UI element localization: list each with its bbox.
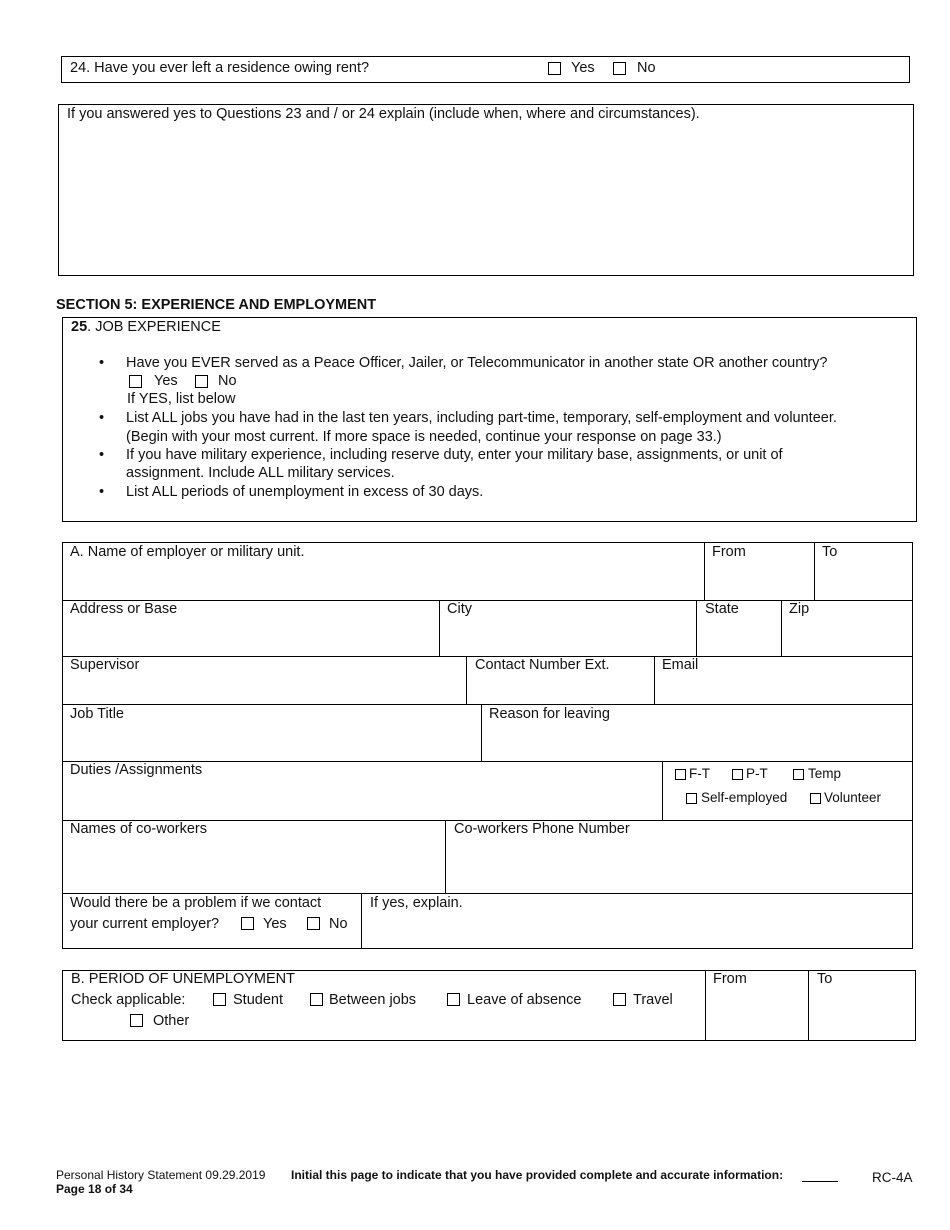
leave-of-absence-label: Leave of absence: [467, 992, 582, 1008]
employer-name-label: A. Name of employer or military unit.: [70, 544, 305, 560]
volunteer-checkbox[interactable]: [810, 793, 821, 804]
col-divider: [696, 600, 697, 656]
employer-row-divider: [62, 893, 913, 894]
self-employed-checkbox[interactable]: [686, 793, 697, 804]
problem-no-label: No: [329, 916, 348, 932]
q24-yes-checkbox[interactable]: [548, 62, 561, 75]
problem-yes-checkbox[interactable]: [241, 917, 254, 930]
q24-yes-label: Yes: [571, 60, 595, 76]
if-yes-explain-label: If yes, explain.: [370, 895, 463, 911]
coworkers-phone-label: Co-workers Phone Number: [454, 821, 630, 837]
q25-title-text: . JOB EXPERIENCE: [87, 319, 221, 335]
col-divider: [808, 970, 809, 1041]
q25-title: [71, 319, 221, 335]
footer-page-number: Page 18 of 34: [56, 1182, 133, 1196]
volunteer-label: Volunteer: [824, 790, 882, 805]
city-label: City: [447, 601, 472, 617]
self-employed-label: Self-employed: [701, 790, 788, 805]
bullet-4-text: List ALL periods of unemployment in excess of 30 days.: [126, 484, 484, 500]
problem-no-checkbox[interactable]: [307, 917, 320, 930]
footer-statement: Personal History Statement 09.29.2019: [56, 1168, 266, 1182]
job-title-label: Job Title: [70, 706, 124, 722]
between-jobs-checkbox[interactable]: [310, 993, 323, 1006]
duties-label: Duties /Assignments: [70, 762, 203, 778]
employer-from-label: From: [712, 544, 746, 560]
peace-officer-yes-checkbox[interactable]: [129, 375, 142, 388]
col-divider: [814, 542, 815, 600]
col-divider: [361, 893, 362, 949]
bullet-1: •: [99, 355, 105, 371]
address-label: Address or Base: [70, 601, 178, 617]
bullet-2-text-2: (Begin with your most current. If more space is needed, continue your response on page 33.): [126, 429, 722, 445]
bullet-1-text: Have you EVER served as a Peace Officer, Jailer, or Telecommunicator in another state OR another country?: [126, 355, 828, 371]
travel-label: Travel: [633, 992, 673, 1008]
employer-row-divider: [62, 704, 913, 705]
initials-line[interactable]: [802, 1181, 838, 1182]
col-divider: [704, 542, 705, 600]
bullet-3: •: [99, 447, 105, 463]
ft-checkbox[interactable]: [675, 769, 686, 780]
problem-yes-label: Yes: [263, 916, 287, 932]
pt-label: P-T: [746, 766, 768, 781]
coworkers-label: Names of co-workers: [70, 821, 207, 837]
other-label: Other: [153, 1013, 190, 1029]
zip-label: Zip: [789, 601, 810, 617]
between-jobs-label: Between jobs: [329, 992, 417, 1008]
peace-officer-yes-label: Yes: [154, 373, 178, 389]
q24-no-checkbox[interactable]: [613, 62, 626, 75]
travel-checkbox[interactable]: [613, 993, 626, 1006]
col-divider: [445, 820, 446, 893]
unemployment-from-label: From: [713, 971, 747, 987]
q24-question: 24. Have you ever left a residence owing rent?: [70, 60, 370, 76]
col-divider: [654, 656, 655, 704]
reason-for-leaving-label: Reason for leaving: [489, 706, 610, 722]
if-yes-list-below: If YES, list below: [127, 391, 236, 407]
col-divider: [662, 761, 663, 820]
leave-of-absence-checkbox[interactable]: [447, 993, 460, 1006]
unemployment-title: B. PERIOD OF UNEMPLOYMENT: [71, 971, 295, 987]
bullet-3-text-2: assignment. Include ALL military services.: [126, 465, 395, 481]
col-divider: [781, 600, 782, 656]
problem-contact-label-2: your current employer?: [70, 916, 220, 932]
col-divider: [439, 600, 440, 656]
problem-contact-label: Would there be a problem if we contact: [70, 895, 322, 911]
student-checkbox[interactable]: [213, 993, 226, 1006]
employer-to-label: To: [822, 544, 838, 560]
unemployment-to-label: To: [817, 971, 833, 987]
peace-officer-no-checkbox[interactable]: [195, 375, 208, 388]
contact-number-label: Contact Number Ext.: [475, 657, 610, 673]
temp-checkbox[interactable]: [793, 769, 804, 780]
check-applicable-label: Check applicable:: [71, 992, 186, 1008]
supervisor-label: Supervisor: [70, 657, 140, 673]
bullet-2: •: [99, 410, 105, 426]
email-label: Email: [662, 657, 699, 673]
bullet-3-text: If you have military experience, including reserve duty, enter your military base, assignments, or unit of: [126, 447, 783, 463]
q25-number: 25: [71, 319, 88, 335]
student-label: Student: [233, 992, 283, 1008]
q24-no-label: No: [637, 60, 656, 76]
footer-form-code: RC-4A: [872, 1170, 913, 1185]
explain-label: If you answered yes to Questions 23 and / or 24 explain (include when, where and circumstances).: [67, 106, 700, 122]
footer-initial-instruction: Initial this page to indicate that you have provided complete and accurate information:: [291, 1168, 784, 1182]
temp-label: Temp: [808, 766, 842, 781]
bullet-2-text: List ALL jobs you have had in the last ten years, including part-time, temporary, self-employment and volunteer.: [126, 410, 837, 426]
explain-textarea[interactable]: [58, 104, 914, 276]
col-divider: [481, 704, 482, 761]
peace-officer-no-label: No: [218, 373, 237, 389]
employer-row-divider: [62, 600, 913, 601]
pt-checkbox[interactable]: [732, 769, 743, 780]
col-divider: [466, 656, 467, 704]
bullet-4: •: [99, 484, 105, 500]
section5-heading: SECTION 5: EXPERIENCE AND EMPLOYMENT: [56, 297, 377, 313]
other-checkbox[interactable]: [130, 1014, 143, 1027]
employer-table: [62, 542, 913, 949]
ft-label: F-T: [689, 766, 710, 781]
col-divider: [705, 970, 706, 1041]
state-label: State: [705, 601, 739, 617]
